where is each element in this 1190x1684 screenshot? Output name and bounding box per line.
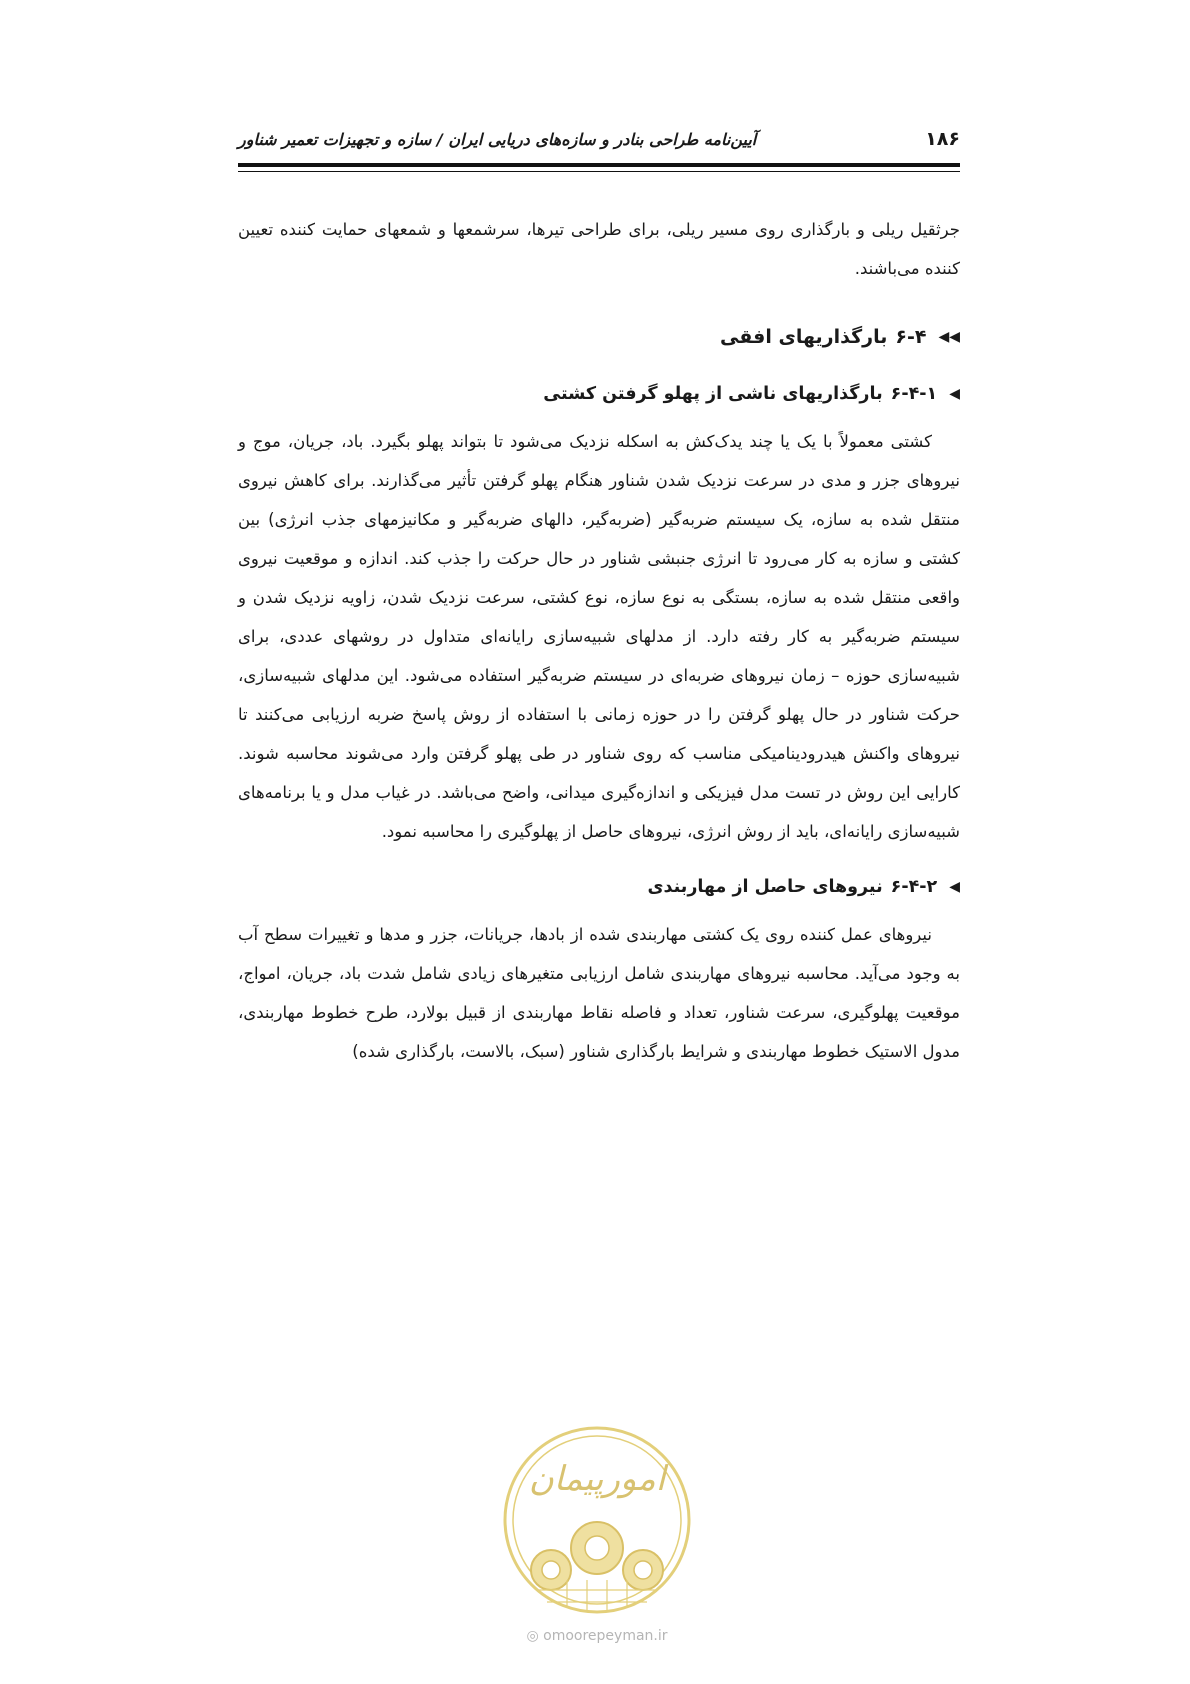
globe-icon: ◎ — [526, 1628, 539, 1644]
arrow-marker-icon: ◀ — [949, 386, 960, 402]
subsection-title: بارگذاریهای ناشی از پهلو گرفتن کشتی — [543, 384, 883, 404]
watermark-url: ◎ omoorepeyman.ir — [526, 1628, 668, 1644]
watermark-logo-text: امورپیمان — [528, 1459, 666, 1499]
subsection-heading — [238, 873, 960, 901]
subsection-number: ۶-۴-۱ — [890, 384, 938, 404]
page-header — [238, 124, 960, 164]
intro-paragraph: جرثقیل ریلی و بارگذاری روی مسیر ریلی، برای طراحی تیرها، سرشمعها و شمعهای حمایت کننده تعیین کننده می‌باشند. — [238, 220, 960, 278]
section-number: ۶-۴ — [895, 326, 927, 348]
double-arrow-marker-icon: ◀◀ — [938, 329, 960, 345]
page-number: ۱۸۶ — [925, 128, 960, 150]
watermark-logo — [497, 1420, 697, 1630]
page-body — [238, 210, 960, 1071]
header-rule-thick — [238, 163, 960, 167]
running-title: آیین‌نامه طراحی بنادر و سازه‌های دریایی ایران / سازه و تجهیزات تعمیر شناور — [238, 130, 757, 149]
subsection-number: ۶-۴-۲ — [890, 877, 938, 897]
header-rule-thin — [238, 171, 960, 172]
section-heading — [238, 322, 960, 352]
subsection-title: نیروهای حاصل از مهاربندی — [647, 877, 883, 897]
subsection-heading — [238, 380, 960, 408]
section-title: بارگذاریهای افقی — [719, 326, 888, 348]
arrow-marker-icon: ◀ — [949, 879, 960, 895]
subsection-paragraph: نیروهای عمل کننده روی یک کشتی مهاربندی شده از بادها، جریانات، جزر و مدها و تغییرات سطح آب به وجود می‌آید. محاسبه نیروهای مهاربندی شامل ارزیابی متغیرهای زیادی شامل شدت باد، جریان، امواج، موقعیت پهلوگیری، سرعت شناور، تعداد و فاصله نقاط مهاربندی از قبیل بولارد، طرح خطوط مهاربندی، مدول الاستیک خطوط مهاربندی و شرایط بارگذاری شناور (سبک، بالاست، بارگذاری شده) — [238, 925, 960, 1061]
subsection-paragraph: کشتی معمولاً با یک یا چند یدک‌کش به اسکله نزدیک می‌شود تا بتواند پهلو بگیرد. باد، جریان، موج و نیروهای جزر و مدی در سرعت نزدیک شدن شناور هنگام پهلو گرفتن تأثیر می‌گذارند. برای کاهش نیروی منتقل شده به سازه، یک سیستم ضربه‌گیر (ضربه‌گیر، دالهای ضربه‌گیر و مکانیزمهای جذب انرژی) بین کشتی و سازه به کار می‌رود تا انرژی جنبشی شناور در حال حرکت را جذب کند. اندازه و موقعیت نیروی واقعی منتقل شده به سازه، بستگی به نوع سازه، نوع کشتی، سرعت نزدیک شدن، زاویه نزدیک شدن و سیستم ضربه‌گیر به کار رفته دارد. از مدلهای شبیه‌سازی رایانه‌ای متداول در روشهای عددی، برای شبیه‌سازی حوزه – زمان نیروهای ضربه‌ای در سیستم ضربه‌گیر استفاده می‌شود. این مدلهای شبیه‌سازی، حرکت شناور در حال پهلو گرفتن را در حوزه زمانی با استفاده از روش پاسخ ضربه ارزیابی می‌کنند تا نیروهای واکنش هیدرودینامیکی مناسب که روی شناور در طی پهلو گرفتن وارد می‌شوند محاسبه شوند. کارایی این روش در تست مدل فیزیکی و اندازه‌گیری میدانی، واضح می‌باشد. در غیاب مدل و یا برنامه‌های شبیه‌سازی رایانه‌ای، باید از روش انرژی، نیروهای حاصل از پهلوگیری را محاسبه نمود. — [238, 432, 960, 841]
